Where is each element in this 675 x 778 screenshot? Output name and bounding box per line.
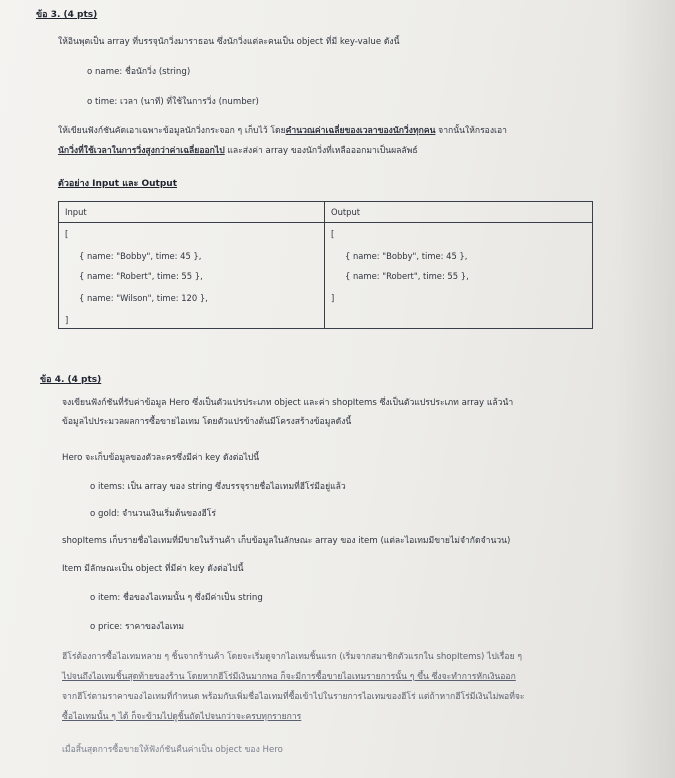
q3-para2-text: และส่งค่า array ของนักวิ่งที่เหลือออกมาเป็นผลลัพธ์ (224, 146, 418, 156)
hero-bullet-gold: o gold: จำนวนเงินเริ่มต้นของฮีโร่ (90, 509, 216, 519)
q3-para2-emphasis: นักวิ่งที่ใช้เวลาในการวิ่งสูงกว่าค่าเฉลี่ยออกไป (58, 146, 225, 156)
input-line: { name: "Wilson", time: 120 }, (79, 293, 208, 303)
rule-line1: ฮีโร่ต้องการซื้อไอเทมหลาย ๆ ชิ้นจากร้านค้า โดยจะเริ่มดูจากไอเทมชิ้นแรก (เริ่มจากสมาชิกตัวแรกใน shopItems) ไปเรื่อย ๆ (62, 652, 522, 662)
item-intro: Item มีลักษณะเป็น object ที่มีค่า key ดังต่อไปนี้ (62, 564, 244, 574)
input-line: { name: "Robert", time: 55 }, (79, 271, 203, 281)
q4-heading: ข้อ 4. (4 pts) (40, 375, 102, 385)
q3-para1-emphasis: คำนวณค่าเฉลี่ยของเวลาของนักวิ่งทุกคน (285, 126, 436, 136)
final-line: เมื่อสิ้นสุดการซื้อขายให้ฟังก์ชันคืนค่าเป็น object ของ Hero (62, 745, 283, 755)
output-line: { name: "Bobby", time: 45 }, (345, 251, 468, 261)
item-bullet-item: o item: ชื่อของไอเทมนั้น ๆ ซึ่งมีค่าเป็น string (90, 593, 263, 603)
input-line: { name: "Bobby", time: 45 }, (79, 251, 202, 261)
rule-line2: ไปจนถึงไอเทมชิ้นสุดท้ายของร้าน โดยหากฮีโร่มีเงินมากพอ ก็จะมีการซื้อขายไอเทมรายการนั้น ๆ ขึ้น ซึ่งจะทำการหักเงินออก (62, 672, 516, 682)
page-shadow (615, 0, 675, 778)
rule-line3: จากฮีโร่ตามราคาของไอเทมที่กำหนด พร้อมกับเพิ่มชื่อไอเทมที่ซื้อเข้าไปในรายการไอเทมของฮีโร่ แต่ถ้าหากฮีโร่มีเงินไม่พอที่จะ (62, 692, 525, 702)
output-line: { name: "Robert", time: 55 }, (345, 271, 469, 281)
table-header-row (59, 202, 592, 223)
q3-paragraph-line2 (58, 146, 418, 157)
hero-intro: Hero จะเก็บข้อมูลของตัวละครซึ่งมีค่า key ดังต่อไปนี้ (62, 453, 260, 463)
hero-bullet-items: o items: เป็น array ของ string ซึ่งบรรจุรายชื่อไอเทมที่ฮีโร่มีอยู่แล้ว (90, 482, 346, 492)
output-line: ] (331, 293, 335, 303)
input-header: Input (65, 207, 87, 217)
shopitems-intro: shopItems เก็บรายชื่อไอเทมที่มีขายในร้านค้า เก็บข้อมูลในลักษณะ array ของ item (แต่ละไอเทมมีขายไม่จำกัดจำนวน) (62, 536, 511, 546)
q3-para1-tail: จากนั้นให้กรองเอา (435, 126, 507, 136)
q4-intro-line1: จงเขียนฟังก์ชันที่รับค่าข้อมูล Hero ซึ่งเป็นตัวแปรประเภท object และค่า shopItems ซึ่งเป็นตัวแปรประเภท array แล้วนำ (62, 398, 514, 408)
q4-intro-line2: ข้อมูลไปประมวลผลการซื้อขายไอเทม โดยตัวแปรข้างต้นมีโครงสร้างข้อมูลดังนี้ (62, 417, 352, 427)
input-line: [ (65, 229, 69, 239)
q3-paragraph-line1 (58, 126, 507, 137)
example-heading: ตัวอย่าง Input และ Output (58, 179, 177, 189)
item-bullet-price: o price: ราคาของไอเทม (90, 622, 185, 632)
output-header: Output (331, 207, 361, 217)
input-line: ] (65, 315, 69, 325)
q3-bullet-name: o name: ชื่อนักวิ่ง (string) (87, 67, 191, 77)
q3-intro: ให้อินพุตเป็น array ที่บรรจุนักวิ่งมาราธอน ซึ่งนักวิ่งแต่ละคนเป็น object ที่มี key-value ดังนี้ (58, 37, 400, 47)
io-example-table (58, 201, 593, 329)
rule-line4: ซื้อไอเทมนั้น ๆ ได้ ก็จะข้ามไปดูชิ้นถัดไปจนกว่าจะครบทุกรายการ (62, 712, 302, 722)
table-column-divider (324, 202, 325, 328)
q3-heading: ข้อ 3. (4 pts) (36, 10, 98, 20)
q3-bullet-time: o time: เวลา (นาที) ที่ใช้ในการวิ่ง (number) (87, 97, 259, 107)
output-line: [ (331, 229, 335, 239)
q3-para1-text: ให้เขียนฟังก์ชันคัดเอาเฉพาะข้อมูลนักวิ่งกระจอก ๆ เก็บไว้ โดย (58, 126, 286, 136)
